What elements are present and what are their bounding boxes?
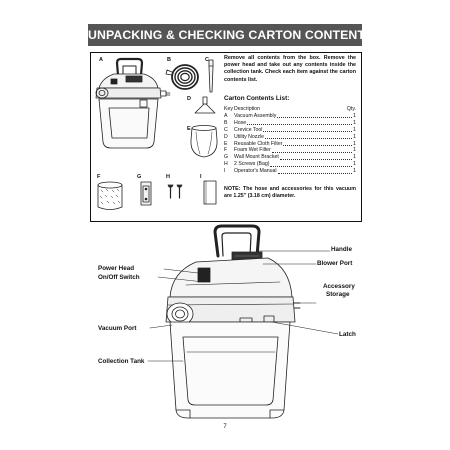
item-description: Foam Wet Filter bbox=[234, 147, 271, 154]
wall-mount-bracket-illustration bbox=[141, 182, 151, 205]
item-key: B bbox=[224, 119, 228, 126]
item-description: Operator's Manual bbox=[234, 168, 277, 175]
item-qty: 1 bbox=[353, 168, 356, 175]
part-letter-e: E bbox=[187, 126, 191, 132]
item-description: Wall Mount Bracket bbox=[234, 154, 279, 161]
item-key: C bbox=[224, 126, 228, 133]
part-letter-g: G bbox=[137, 174, 142, 180]
item-key: I bbox=[224, 168, 226, 175]
screws-illustration bbox=[168, 185, 182, 198]
item-description: Hose bbox=[234, 119, 247, 126]
contents-list-title: Carton Contents List: bbox=[224, 95, 290, 102]
label-accessory: Accessory bbox=[323, 283, 355, 290]
item-key: G bbox=[224, 154, 229, 161]
item-key: A bbox=[224, 112, 228, 119]
item-description: Utility Nozzle bbox=[234, 133, 264, 140]
header-key: Key bbox=[224, 106, 233, 112]
hose-diameter-note: NOTE: The hose and accessories for this vacuum are 1.25" (3.18 cm) diameter. bbox=[224, 186, 356, 199]
item-description: Reusable Cloth Filter bbox=[234, 140, 283, 147]
label-vacuum-port: Vacuum Port bbox=[98, 325, 137, 332]
item-key: D bbox=[224, 133, 228, 140]
part-letter-h: H bbox=[166, 174, 170, 180]
foam-filter-illustration bbox=[98, 182, 122, 210]
cloth-filter-illustration bbox=[191, 126, 217, 158]
item-description: 2 Screws (Bag) bbox=[234, 161, 270, 168]
item-qty: 1 bbox=[353, 140, 356, 147]
part-letter-i: I bbox=[200, 174, 202, 180]
item-qty: 1 bbox=[353, 126, 356, 133]
item-qty: 1 bbox=[353, 119, 356, 126]
page-number: 7 bbox=[223, 424, 227, 430]
part-letter-a: A bbox=[99, 57, 103, 63]
header-description: Description bbox=[234, 106, 260, 112]
operators-manual-illustration bbox=[204, 181, 216, 204]
item-key: H bbox=[224, 161, 228, 168]
vacuum-assembly-illustration bbox=[96, 59, 170, 148]
label-latch: Latch bbox=[339, 331, 356, 338]
label-power-head: Power Head bbox=[98, 265, 135, 272]
vacuum-parts-diagram bbox=[166, 226, 300, 418]
intro-text: Remove all contents from the box. Remove the power head and take out any contents inside the collection tank. Check each item against the carton contents list. bbox=[224, 55, 356, 83]
utility-nozzle-illustration bbox=[195, 97, 215, 113]
item-qty: 1 bbox=[353, 112, 356, 119]
section-banner: UNPACKING & CHECKING CARTON CONTENTS bbox=[88, 24, 362, 46]
crevice-tool-illustration bbox=[209, 60, 213, 92]
label-handle: Handle bbox=[331, 246, 352, 253]
label-blower-port: Blower Port bbox=[317, 260, 353, 267]
label-on-off-switch: On/Off Switch bbox=[98, 274, 140, 281]
item-description: Crevice Tool bbox=[234, 126, 263, 133]
part-letter-f: F bbox=[97, 174, 101, 180]
label-collection-tank: Collection Tank bbox=[98, 358, 145, 365]
item-qty: 1 bbox=[353, 133, 356, 140]
part-letter-c: C bbox=[205, 57, 209, 63]
item-qty: 1 bbox=[353, 147, 356, 154]
part-letter-d: D bbox=[187, 96, 191, 102]
header-qty: Qty. bbox=[346, 106, 356, 112]
hose-illustration bbox=[166, 65, 198, 89]
item-key: F bbox=[224, 147, 228, 154]
item-qty: 1 bbox=[353, 161, 356, 168]
item-key: E bbox=[224, 140, 228, 147]
label-storage: Storage bbox=[326, 291, 350, 298]
item-qty: 1 bbox=[353, 154, 356, 161]
part-letter-b: B bbox=[167, 57, 171, 63]
item-description: Vacuum Assembly bbox=[234, 112, 277, 119]
